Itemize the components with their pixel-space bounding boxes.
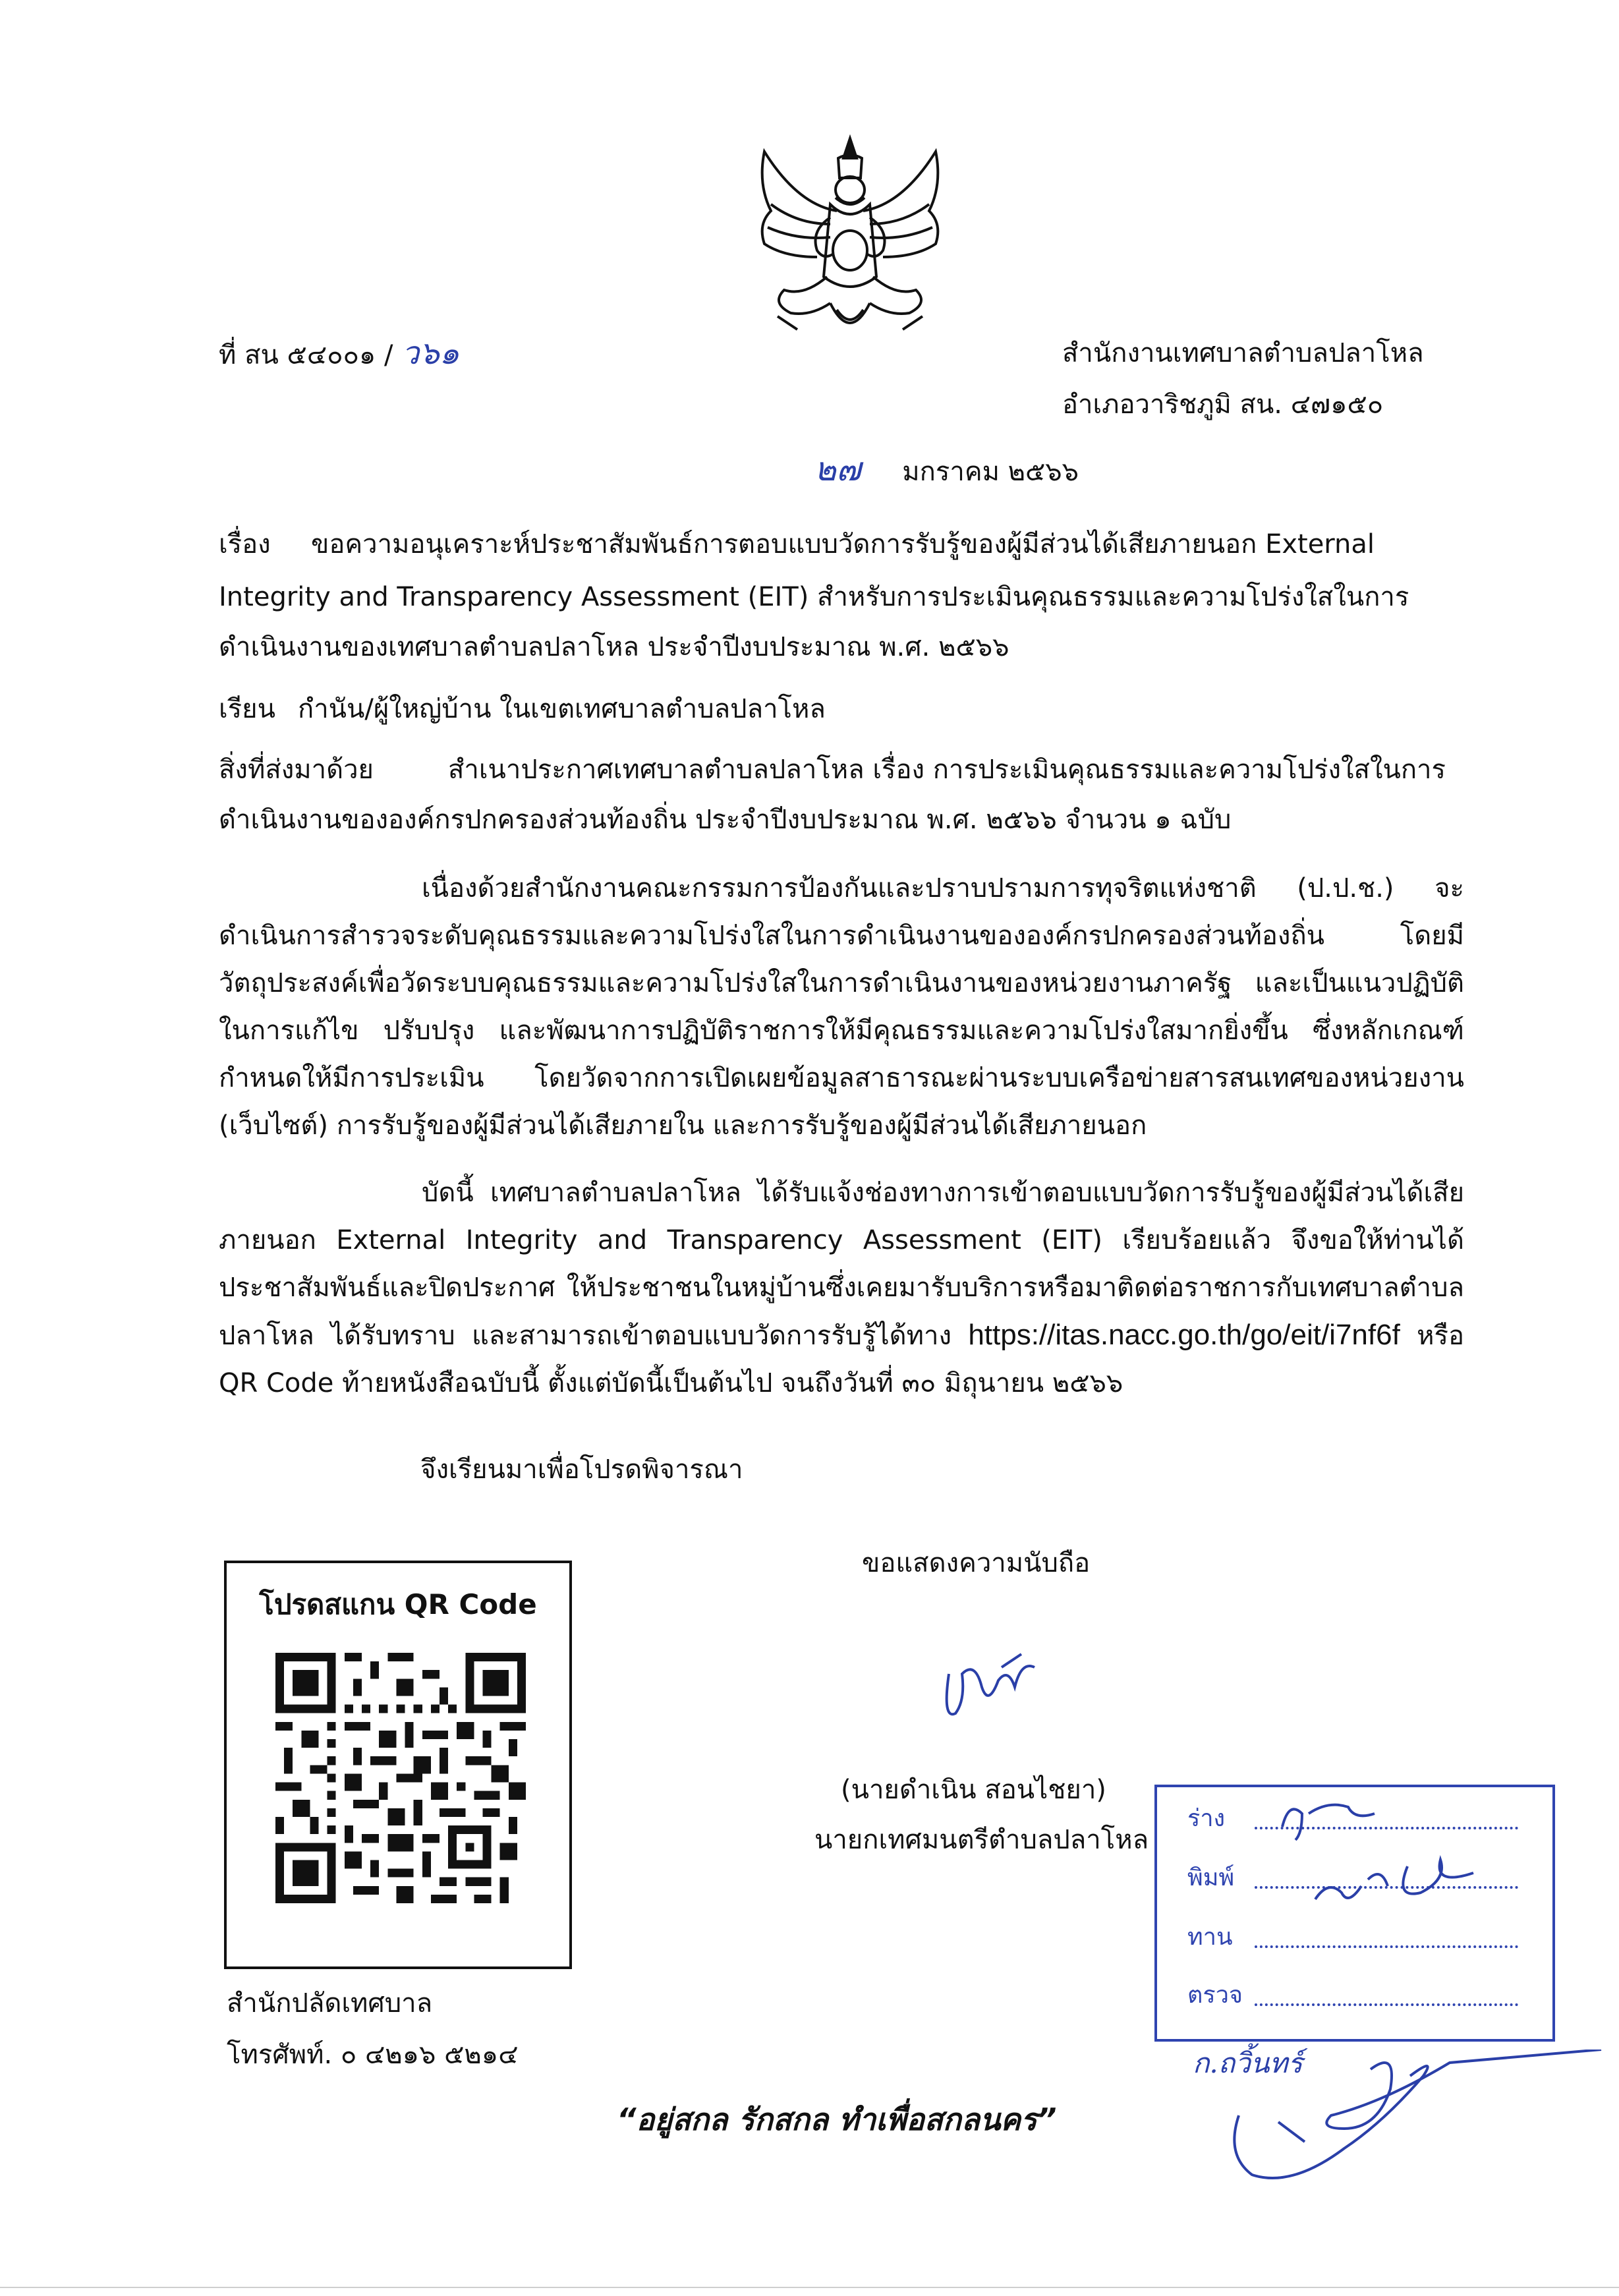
- body-paragraph-2-end: หรือ QR Code ท้ายหนังสือฉบับนี้ ตั้งแต่บัดนี้เป็นต้นไป จนถึงวันที่ ๓๐ มิถุนายน ๒๕๖๖: [219, 1321, 1464, 1398]
- reference-number: [219, 330, 459, 379]
- page-bottom-edge: [0, 2287, 1619, 2288]
- body-paragraph-2-start: บัดนี้ เทศบาลตำบลปลาโหล ได้รับแจ้งช่องทางการเข้าตอบแบบวัดการรับรู้ของผู้มีส่วนได้เสียภายนอก External Integrity and Transparency Assessment (EIT) เรียบร้อยแล้ว จึงขอให้ท่านได้ประชาสัมพันธ์และปิดประกาศ ให้ประชาชนในหมู่บ้านซึ่งเคยมารับบริการหรือมาติดต่อราชการกับเทศบาลตำบลปลาโหล ได้รับทราบ และสามารถเข้าตอบแบบวัดการรับรู้ได้ทาง: [219, 1178, 1464, 1351]
- qr-code-box: [224, 1561, 572, 1969]
- enclosure-label: สิ่งที่ส่งมาด้วย: [219, 755, 374, 785]
- signer-name: (นายดำเนิน สอนไชยา): [841, 1775, 1106, 1805]
- date-day-handwritten: ๒๗: [814, 450, 861, 488]
- footer-motto: “อยู่สกล รักสกล ทำเพื่อสกลนคร”: [617, 2102, 1057, 2137]
- enclosure-line-2: ดำเนินงานขององค์กรปกครองส่วนท้องถิ่น ประจำปีงบประมาณ พ.ศ. ๒๕๖๖ จำนวน ๑ ฉบับ: [219, 805, 1232, 835]
- stamp-dotline-checked: [1255, 2003, 1518, 2006]
- garuda-emblem: [745, 132, 955, 356]
- stamp-row-checked: ตรวจ: [1187, 1982, 1243, 2009]
- closing-line: จึงเรียนมาเพื่อโปรดพิจารณา: [420, 1454, 743, 1485]
- reference-label: ที่ สน ๕๔๐๐๑ /: [219, 340, 393, 370]
- qr-code-title: โปรดสแกน QR Code: [259, 1588, 537, 1621]
- signer-position: นายกเทศมนตรีตำบลปลาโหล: [814, 1825, 1149, 1855]
- extra-signature-scribble: [1212, 2050, 1608, 2208]
- stamp-extra-handwritten: ก.ถวิ้นทร์: [1193, 2047, 1303, 2079]
- stamp-row-typed: พิมพ์: [1187, 1864, 1235, 1891]
- qr-code-image[interactable]: [275, 1653, 526, 1903]
- review-stamp-box: [1154, 1785, 1555, 2042]
- footer-phone: โทรศัพท์. ๐ ๔๒๑๖ ๕๒๑๔: [227, 2040, 519, 2070]
- subject-line-3: ดำเนินงานของเทศบาลตำบลปลาโหล ประจำปีงบประมาณ พ.ศ. ๒๕๖๖: [219, 632, 1009, 662]
- eit-url-link[interactable]: https://itas.nacc.go.th/go/eit/i7nf6f: [968, 1319, 1400, 1351]
- regards: ขอแสดงความนับถือ: [862, 1548, 1091, 1578]
- body-paragraph-2: [219, 1169, 1464, 1407]
- body-paragraph-1: เนื่องด้วยสำนักงานคณะกรรมการป้องกันและปราบปรามการทุจริตแห่งชาติ (ป.ป.ช.) จะดำเนินการสำรวจระดับคุณธรรมและความโปร่งใสในการดำเนินงานขององค์กรปกครองส่วนท้องถิ่น โดยมีวัตถุประสงค์เพื่อวัดระบบคุณธรรมและความโปร่งใสในการดำเนินงานของหน่วยงานภาครัฐ และเป็นแนวปฏิบัติในการแก้ไข ปรับปรุง และพัฒนาการปฏิบัติราชการให้มีคุณธรรมและความโปร่งใสมากยิ่งขึ้น ซึ่งหลักเกณฑ์กำหนดให้มีการประเมิน โดยวัดจากการเปิดเผยข้อมูลสาธารณะผ่านระบบเครือข่ายสารสนเทศของหน่วยงาน (เว็บไซต์) การรับรู้ของผู้มีส่วนได้เสียภายใน และการรับรู้ของผู้มีส่วนได้เสียภายนอก: [219, 873, 1464, 1141]
- footer-department: สำนักปลัดเทศบาล: [227, 1988, 433, 2019]
- office-address: อำเภอวาริชภูมิ สน. ๔๗๑๕๐: [1062, 389, 1384, 420]
- subject-label: เรื่อง: [219, 529, 271, 560]
- office-name: สำนักงานเทศบาลตำบลปลาโหล: [1062, 338, 1424, 368]
- document-date: [814, 445, 1079, 496]
- date-month-year: มกราคม ๒๕๖๖: [902, 457, 1079, 487]
- signature-scribble: [936, 1648, 1041, 1740]
- stamp-row-draft: ร่าง: [1187, 1805, 1226, 1832]
- stamp-initials-scribble: [1263, 1787, 1539, 1985]
- stamp-row-proofread: ทาน: [1187, 1924, 1233, 1951]
- to-recipient: กำนัน/ผู้ใหญ่บ้าน ในเขตเทศบาลตำบลปลาโหล: [298, 694, 826, 724]
- reference-handwritten-number: ว๖๑: [401, 335, 460, 372]
- subject-line-2: Integrity and Transparency Assessment (EIT) สำหรับการประเมินคุณธรรมและความโปร่งใสในการ: [219, 582, 1409, 612]
- enclosure-line-1: สำเนาประกาศเทศบาลตำบลปลาโหล เรื่อง การประเมินคุณธรรมและความโปร่งใสในการ: [448, 755, 1446, 785]
- to-label: เรียน: [219, 694, 275, 724]
- subject-line-1: ขอความอนุเคราะห์ประชาสัมพันธ์การตอบแบบวัดการรับรู้ของผู้มีส่วนได้เสียภายนอก External: [311, 529, 1375, 560]
